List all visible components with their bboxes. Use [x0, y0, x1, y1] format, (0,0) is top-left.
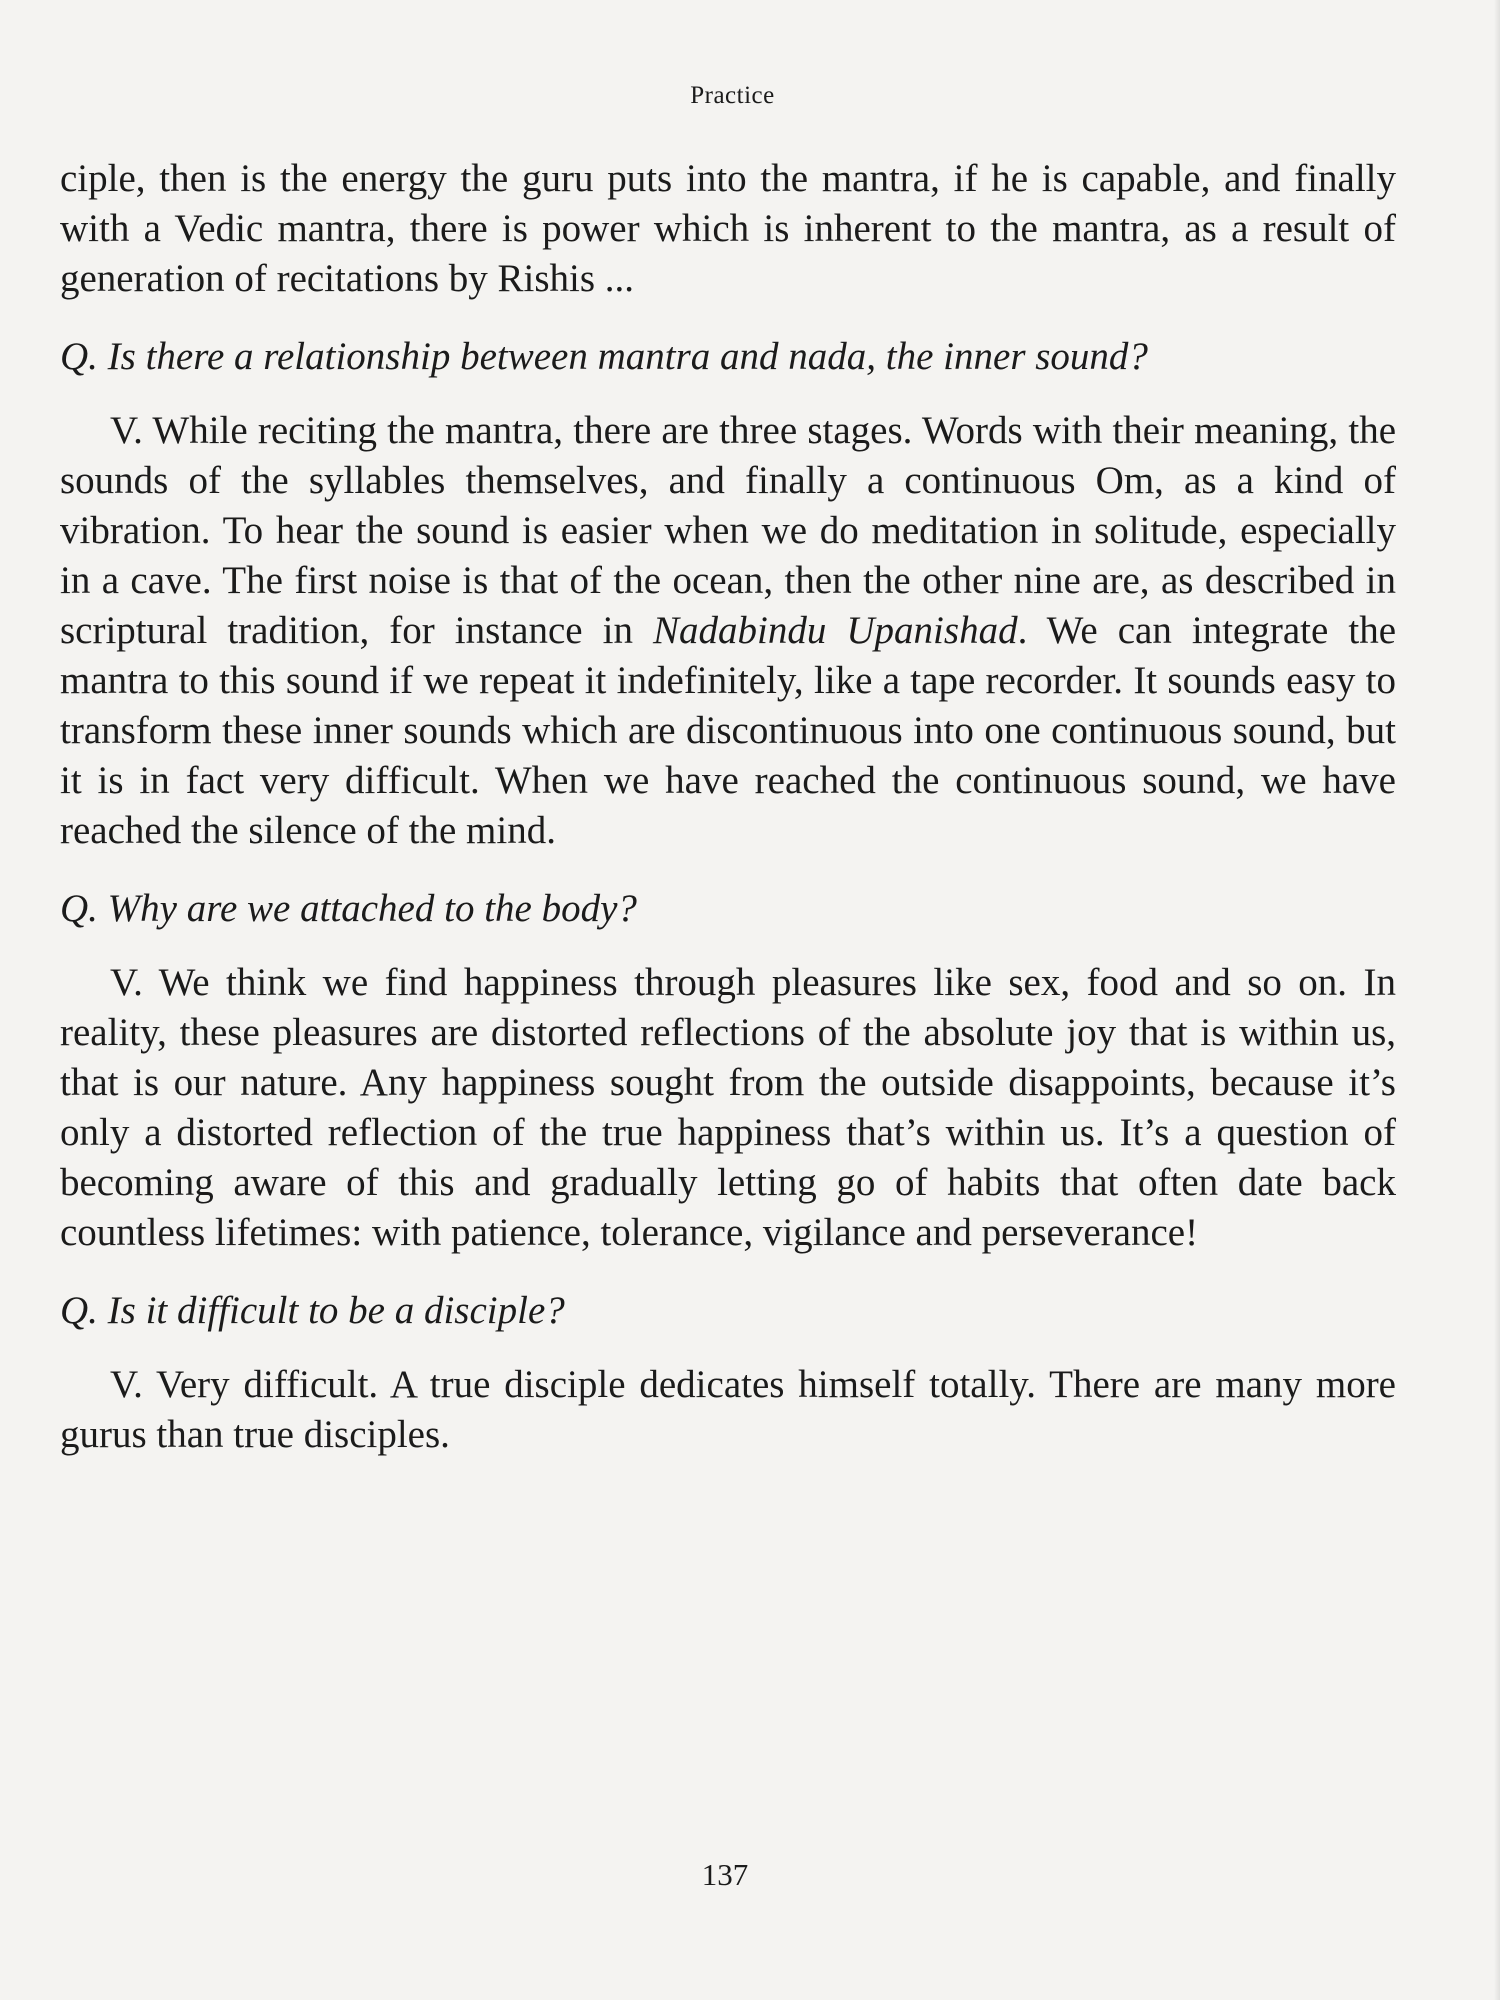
answer-1-italic-title: Nadabindu Upanishad	[653, 609, 1018, 652]
question-1: Q. Is there a relationship between mantra and nada, the inner sound?	[60, 335, 1148, 378]
answer-1-text-start: V. While reciting the mantra, there are three stages. Words with their meaning, the sounds of the syllables themselves, and finally a continuous Om, as a kind of vibration. To hear the sound is easier when we do meditation in solitude, especially in a cave. The first noise is that of the ocean, then the other nine are, as described in scriptural tradition, for instance in	[60, 409, 1396, 652]
answer-2: V. We think we find happiness through pleasures like sex, food and so on. In reality, these pleasures are distorted reflections of the absolute joy that is within us, that is our nature. Any happiness sought from the outside disappoints, because it’s only a distorted reflection of the true happiness that’s within us. It’s a question of becoming aware of this and gradually letting go of habits that often date back countless lifetimes: with patience, tolerance, vigilance and perseverance!	[60, 961, 1396, 1254]
continuation-paragraph: ciple, then is the energy the guru puts into the mantra, if he is capable, and finally with a Vedic mantra, there is power which is inherent to the mantra, as a result of generation of recitations by Rishis ...	[60, 157, 1396, 300]
question-2: Q. Why are we attached to the body?	[60, 887, 637, 930]
question-3: Q. Is it difficult to be a disciple?	[60, 1289, 565, 1332]
answer-1-text-end: . We can integrate the mantra to this sound if we repeat it indefinitely, like a tape recorder. It sounds easy to transform these inner sounds which are discontinuous into one continuous sound, but it is in fact very difficult. When we have reached the continuous sound, we have reached the silence of the mind.	[60, 609, 1396, 852]
page-edge-shadow	[1494, 0, 1500, 2000]
running-head: Practice	[690, 82, 775, 109]
answer-1	[60, 406, 1396, 856]
answer-3: V. Very difficult. A true disciple dedicates himself totally. There are many more gurus than true disciples.	[60, 1363, 1396, 1456]
page-number: 137	[701, 1857, 749, 1892]
body-text	[60, 154, 1396, 1460]
